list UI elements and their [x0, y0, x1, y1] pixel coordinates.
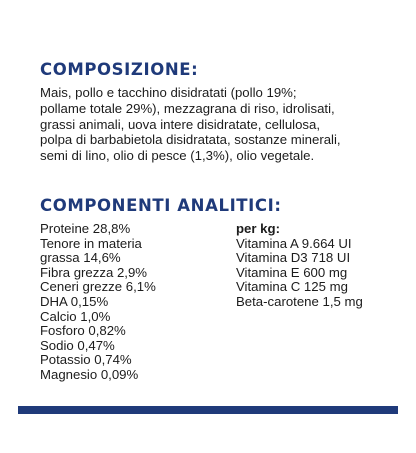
analytical-item: Calcio 1,0%: [40, 308, 111, 324]
composition-line: polpa di barbabietola disidratata, sostanze minerali,: [40, 132, 341, 148]
vitamin-item: Vitamina C 125 mg: [236, 279, 348, 295]
analytical-item: Tenore in materia: [40, 235, 142, 251]
composition-line: semi di lino, olio di pesce (1,3%), olio vegetale.: [40, 148, 315, 164]
composition-line: Mais, pollo e tacchino disidratati (pollo 19%;: [40, 85, 297, 100]
analytical-item: Ceneri grezze 6,1%: [40, 279, 156, 295]
analytical-item: grassa 14,6%: [40, 250, 121, 266]
composition-text: [40, 85, 385, 164]
vitamins-list: [236, 222, 363, 310]
analytical-components-heading: COMPONENTI ANALITICI:: [40, 196, 282, 215]
analytical-item: Sodio 0,47%: [40, 337, 115, 353]
analytical-item: DHA 0,15%: [40, 293, 109, 309]
analytical-item: Proteine 28,8%: [40, 221, 131, 236]
analytical-item: Potassio 0,74%: [40, 352, 132, 368]
analytical-item: Fosforo 0,82%: [40, 323, 126, 339]
vitamin-item: Vitamina E 600 mg: [236, 264, 348, 280]
per-kg-title: per kg:: [236, 221, 280, 236]
bottom-divider: [18, 406, 398, 414]
composition-heading: COMPOSIZIONE:: [40, 60, 199, 79]
vitamin-item: Beta-carotene 1,5 mg: [236, 293, 363, 309]
analytical-left-list: [40, 222, 156, 383]
composition-line: grassi animali, uova intere disidratate, cellulosa,: [40, 116, 321, 132]
composition-line: pollame totale 29%), mezzagrana di riso, idrolisati,: [40, 100, 335, 116]
vitamin-item: Vitamina D3 718 UI: [236, 250, 351, 266]
analytical-item: Fibra grezza 2,9%: [40, 264, 148, 280]
vitamin-item: Vitamina A 9.664 UI: [236, 235, 352, 251]
analytical-item: Magnesio 0,09%: [40, 366, 139, 382]
